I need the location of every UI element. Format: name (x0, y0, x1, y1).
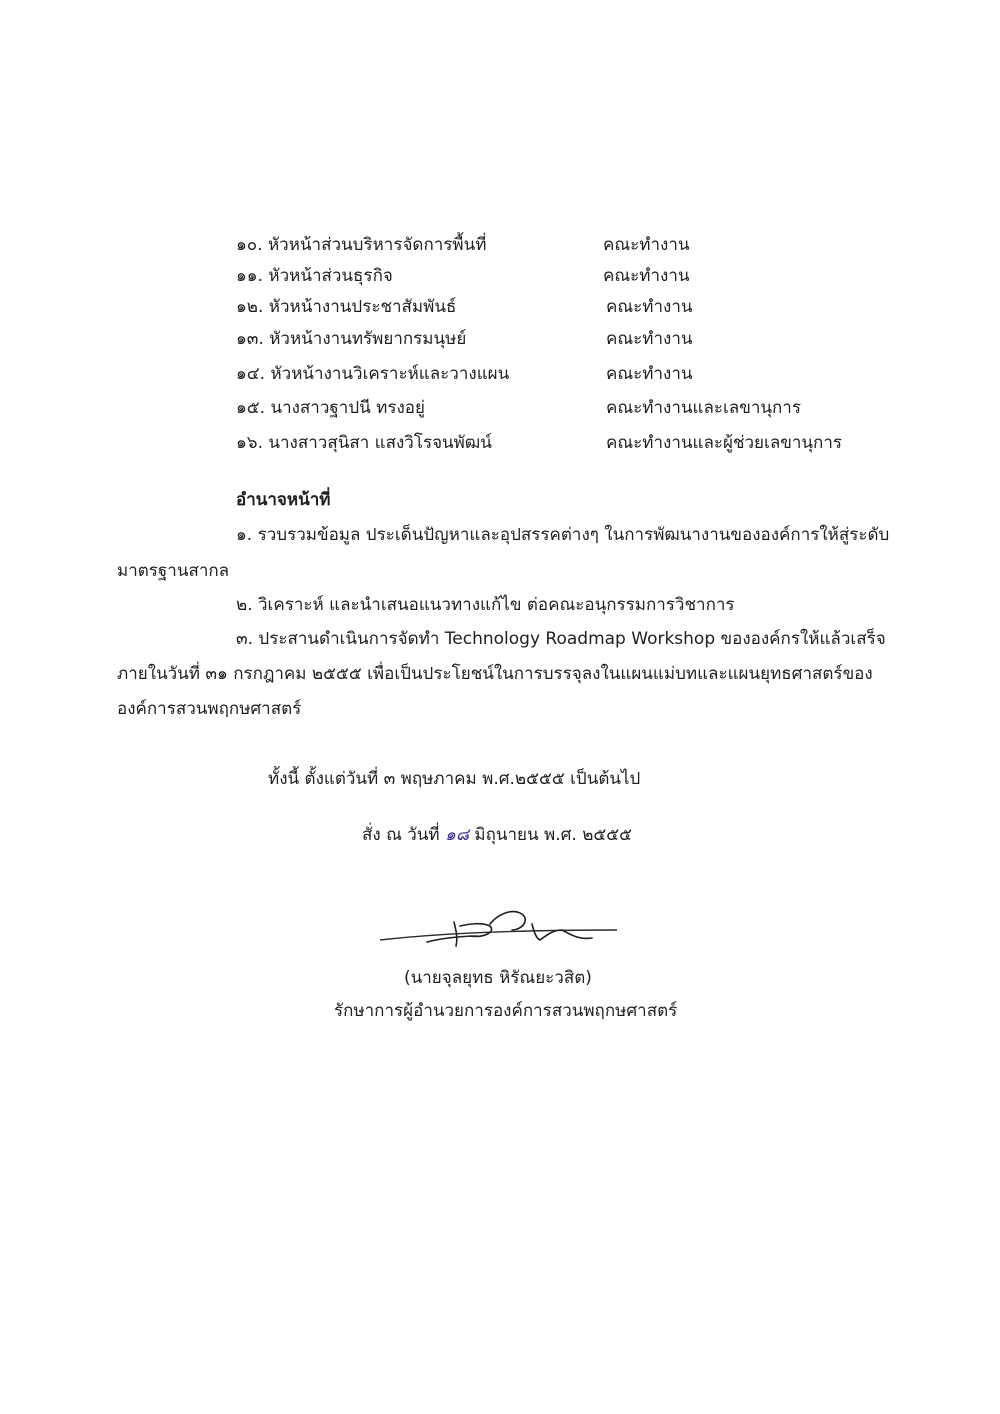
order-date (362, 827, 632, 844)
member-role: คณะทำงานและผู้ช่วยเลขานุการ (606, 433, 842, 453)
order-date-suffix: มิถุนายน พ.ศ. ๒๕๕๕ (474, 825, 633, 845)
member-name: ๑๑. หัวหน้าส่วนธุรกิจ (236, 266, 393, 286)
duty-item-3-continued: ภายในวันที่ ๓๑ กรกฎาคม ๒๕๕๕ เพื่อเป็นประโยชน์ในการบรรจุลงในแผนแม่บทและแผนยุทธศาสตร์ของ (117, 664, 873, 684)
signatory-position: รักษาการผู้อำนวยการองค์การสวนพฤกษศาสตร์ (334, 1001, 678, 1021)
member-role: คณะทำงาน (606, 364, 693, 384)
signature-image (372, 900, 622, 958)
duties-heading: อำนาจหน้าที่ (236, 490, 331, 510)
duty-item-3-continued: องค์การสวนพฤกษศาสตร์ (117, 699, 302, 719)
member-name: ๑๕. นางสาวฐาปนี ทรงอยู่ (236, 398, 425, 418)
member-role: คณะทำงาน (606, 297, 693, 317)
member-name: ๑๖. นางสาวสุนิสา แสงวิโรจนพัฒน์ (236, 433, 492, 453)
member-role: คณะทำงาน (603, 266, 690, 286)
member-role: คณะทำงาน (603, 235, 690, 255)
effective-date: ทั้งนี้ ตั้งแต่วันที่ ๓ พฤษภาคม พ.ศ.๒๕๕๕ เป็นต้นไป (268, 769, 641, 789)
member-role: คณะทำงาน (606, 329, 693, 349)
duty-item-2: ๒. วิเคราะห์ และนำเสนอแนวทางแก้ไข ต่อคณะอนุกรรมการวิชาการ (236, 595, 735, 615)
duty-item-1-continued: มาตรฐานสากล (117, 561, 230, 581)
member-role: คณะทำงานและเลขานุการ (606, 398, 801, 418)
order-date-prefix: สั่ง ณ วันที่ (362, 825, 440, 845)
member-name: ๑๔. หัวหน้างานวิเคราะห์และวางแผน (236, 364, 510, 384)
member-name: ๑๒. หัวหน้างานประชาสัมพันธ์ (236, 297, 457, 317)
duty-item-1: ๑. รวบรวมข้อมูล ประเด็นปัญหาและอุปสรรคต่างๆ ในการพัฒนางานขององค์การให้สู่ระดับ (236, 525, 890, 545)
member-name: ๑๐. หัวหน้าส่วนบริหารจัดการพื้นที่ (236, 235, 487, 255)
signatory-name: (นายจุลยุทธ หิรัณยะวสิต) (404, 968, 592, 988)
duty-item-3: ๓. ประสานดำเนินการจัดทำ Technology Roadmap Workshop ขององค์กรให้แล้วเสร็จ (236, 629, 886, 649)
member-name: ๑๓. หัวหน้างานทรัพยากรมนุษย์ (236, 329, 467, 349)
order-date-day: ๑๘ (445, 825, 469, 845)
